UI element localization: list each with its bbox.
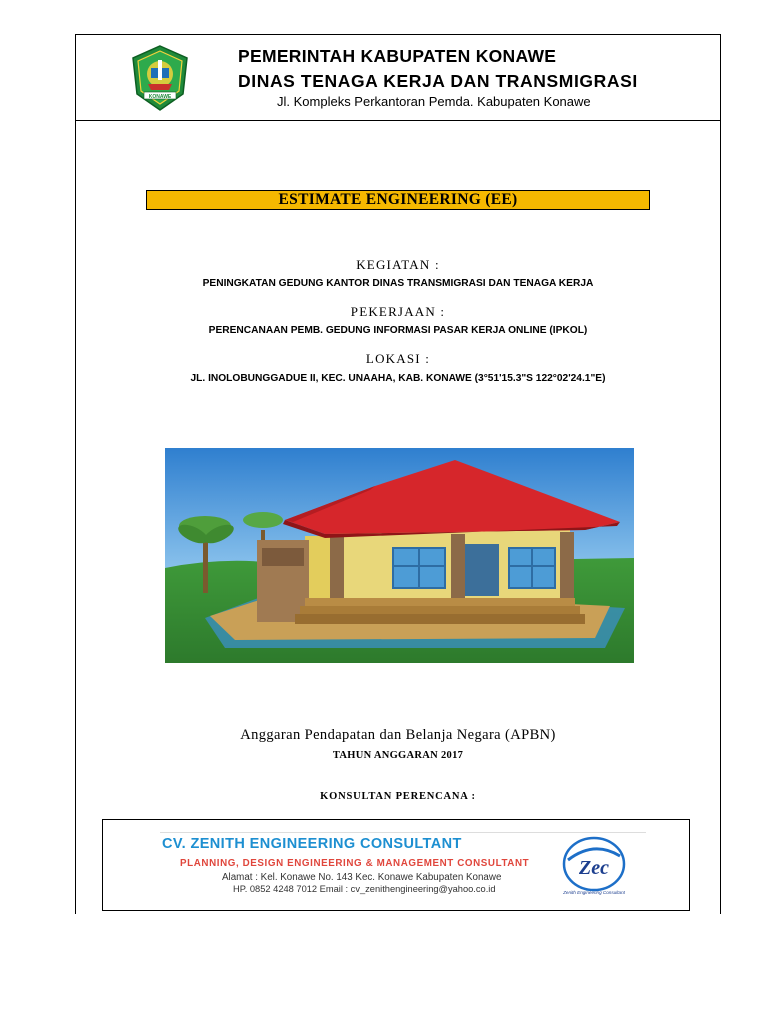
zec-logo-subtext: Zenith Engineering Consultant: [563, 890, 625, 895]
kegiatan-label: KEGIATAN :: [356, 257, 440, 272]
zec-logo-text: Zec: [579, 857, 609, 879]
konawe-emblem-icon: [131, 44, 189, 112]
consultant-address: Alamat : Kel. Konawe No. 143 Kec. Konawe Kabupaten Konawe: [222, 872, 502, 883]
building-render-image: [165, 448, 634, 663]
agency-name: DINAS TENAGA KERJA DAN TRANSMIGRASI: [238, 71, 638, 91]
budget-source: Anggaran Pendapatan dan Belanja Negara (APBN): [240, 727, 556, 743]
kegiatan-value: PENINGKATAN GEDUNG KANTOR DINAS TRANSMIGRASI DAN TENAGA KERJA: [202, 278, 594, 289]
lokasi-label: LOKASI :: [365, 351, 431, 366]
consultant-name: CV. ZENITH ENGINEERING CONSULTANT: [162, 836, 462, 852]
document-title: ESTIMATE ENGINEERING (EE): [146, 190, 650, 210]
budget-year: TAHUN ANGGARAN 2017: [332, 750, 464, 761]
consultant-contact: HP. 0852 4248 7012 Email : cv_zenithengineering@yahoo.co.id: [233, 884, 496, 894]
consultant-tagline: PLANNING, DESIGN ENGINEERING & MANAGEMENT CONSULTANT: [180, 858, 530, 869]
pekerjaan-value: PERENCANAAN PEMB. GEDUNG INFORMASI PASAR KERJA ONLINE (IPKOL): [208, 325, 588, 336]
government-name: PEMERINTAH KABUPATEN KONAWE: [238, 46, 557, 66]
lokasi-value: JL. INOLOBUNGGADUE II, KEC. UNAAHA, KAB. KONAWE (3°51'15.3"S 122°02'24.1"E): [190, 373, 606, 384]
pekerjaan-label: PEKERJAAN :: [350, 304, 446, 319]
header-divider: [75, 120, 721, 121]
agency-address: Jl. Kompleks Perkantoran Pemda. Kabupaten Konawe: [277, 94, 591, 109]
emblem-text: KONAWE: [148, 94, 172, 100]
consultant-label: KONSULTAN PERENCANA :: [320, 791, 476, 802]
zec-logo-icon: [560, 834, 628, 898]
